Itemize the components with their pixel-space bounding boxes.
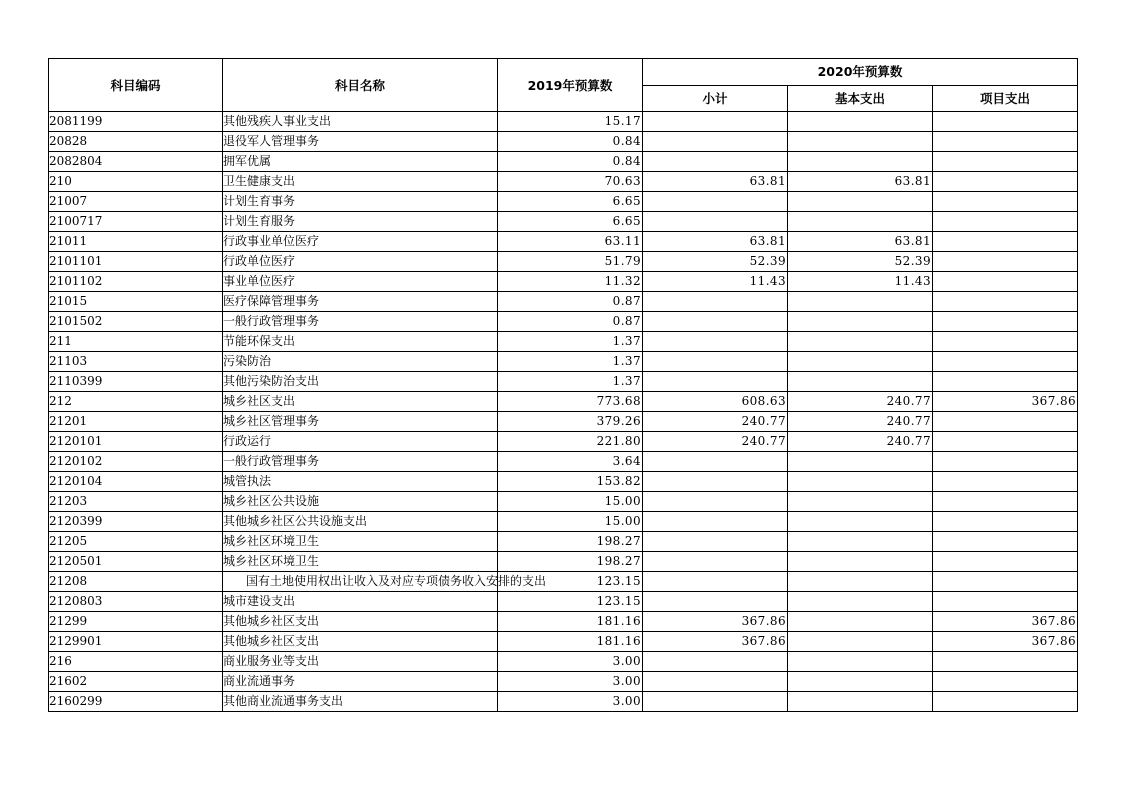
account-code-cell: 216 (49, 652, 223, 672)
subtotal-2020-cell (643, 692, 788, 712)
budget-2019-cell: 3.64 (498, 452, 643, 472)
header-basic-expenditure: 基本支出 (788, 85, 933, 112)
basic-expenditure-cell: 240.77 (788, 392, 933, 412)
project-expenditure-cell (933, 252, 1078, 272)
table-row (49, 572, 1078, 592)
table-row (49, 452, 1078, 472)
account-name-cell: 其他城乡社区公共设施支出 (223, 512, 498, 532)
account-name-cell: 污染防治 (223, 352, 498, 372)
basic-expenditure-cell (788, 132, 933, 152)
table-row (49, 232, 1078, 252)
basic-expenditure-cell: 63.81 (788, 232, 933, 252)
table-row (49, 372, 1078, 392)
header-subtotal: 小计 (643, 85, 788, 112)
account-code-cell: 2129901 (49, 632, 223, 652)
account-code-cell: 21208 (49, 572, 223, 592)
budget-2019-cell: 123.15 (498, 592, 643, 612)
basic-expenditure-cell (788, 312, 933, 332)
basic-expenditure-cell (788, 592, 933, 612)
account-name-cell: 卫生健康支出 (223, 172, 498, 192)
basic-expenditure-cell (788, 292, 933, 312)
subtotal-2020-cell (643, 452, 788, 472)
account-code-cell: 21015 (49, 292, 223, 312)
budget-2019-cell: 198.27 (498, 532, 643, 552)
project-expenditure-cell (933, 292, 1078, 312)
budget-2019-cell: 0.87 (498, 312, 643, 332)
subtotal-2020-cell (643, 352, 788, 372)
subtotal-2020-cell (643, 492, 788, 512)
subtotal-2020-cell (643, 672, 788, 692)
table-row (49, 112, 1078, 132)
basic-expenditure-cell (788, 692, 933, 712)
subtotal-2020-cell: 608.63 (643, 392, 788, 412)
account-code-cell: 2120803 (49, 592, 223, 612)
basic-expenditure-cell (788, 632, 933, 652)
subtotal-2020-cell: 63.81 (643, 172, 788, 192)
table-row (49, 692, 1078, 712)
project-expenditure-cell (933, 452, 1078, 472)
basic-expenditure-cell (788, 572, 933, 592)
subtotal-2020-cell: 240.77 (643, 412, 788, 432)
project-expenditure-cell (933, 232, 1078, 252)
table-row (49, 212, 1078, 232)
budget-2019-cell: 3.00 (498, 692, 643, 712)
table-row (49, 512, 1078, 532)
table-row (49, 652, 1078, 672)
table-row (49, 432, 1078, 452)
account-name-cell: 其他污染防治支出 (223, 372, 498, 392)
account-code-cell: 2120399 (49, 512, 223, 532)
basic-expenditure-cell (788, 652, 933, 672)
account-name-cell: 其他商业流通事务支出 (223, 692, 498, 712)
project-expenditure-cell (933, 412, 1078, 432)
project-expenditure-cell: 367.86 (933, 392, 1078, 412)
table-row (49, 632, 1078, 652)
basic-expenditure-cell (788, 612, 933, 632)
account-code-cell: 211 (49, 332, 223, 352)
account-name-cell: 商业流通事务 (223, 672, 498, 692)
subtotal-2020-cell (643, 212, 788, 232)
table-row (49, 132, 1078, 152)
basic-expenditure-cell (788, 212, 933, 232)
subtotal-2020-cell (643, 572, 788, 592)
account-name-cell: 计划生育事务 (223, 192, 498, 212)
header-name: 科目名称 (223, 59, 498, 112)
header-code: 科目编码 (49, 59, 223, 112)
budget-table (48, 58, 1078, 712)
table-row (49, 272, 1078, 292)
basic-expenditure-cell (788, 112, 933, 132)
account-code-cell: 2120102 (49, 452, 223, 472)
account-name-cell: 城乡社区支出 (223, 392, 498, 412)
account-code-cell: 2120501 (49, 552, 223, 572)
budget-2019-cell: 15.00 (498, 512, 643, 532)
account-code-cell: 2081199 (49, 112, 223, 132)
account-code-cell: 210 (49, 172, 223, 192)
account-code-cell: 21103 (49, 352, 223, 372)
account-code-cell: 2082804 (49, 152, 223, 172)
budget-2019-cell: 0.84 (498, 132, 643, 152)
project-expenditure-cell (933, 352, 1078, 372)
budget-2019-cell: 181.16 (498, 632, 643, 652)
account-code-cell: 21203 (49, 492, 223, 512)
account-name-cell: 其他城乡社区支出 (223, 612, 498, 632)
table-row (49, 412, 1078, 432)
budget-2019-cell: 3.00 (498, 652, 643, 672)
header-project-expenditure: 项目支出 (933, 85, 1078, 112)
subtotal-2020-cell: 240.77 (643, 432, 788, 452)
subtotal-2020-cell: 367.86 (643, 612, 788, 632)
table-row (49, 152, 1078, 172)
budget-2019-cell: 6.65 (498, 192, 643, 212)
subtotal-2020-cell (643, 332, 788, 352)
basic-expenditure-cell (788, 512, 933, 532)
subtotal-2020-cell: 52.39 (643, 252, 788, 272)
project-expenditure-cell (933, 652, 1078, 672)
account-name-cell: 城乡社区公共设施 (223, 492, 498, 512)
basic-expenditure-cell (788, 492, 933, 512)
account-code-cell: 20828 (49, 132, 223, 152)
budget-2019-cell: 1.37 (498, 372, 643, 392)
table-row (49, 352, 1078, 372)
account-name-cell: 其他城乡社区支出 (223, 632, 498, 652)
project-expenditure-cell (933, 552, 1078, 572)
account-name-cell: 医疗保障管理事务 (223, 292, 498, 312)
basic-expenditure-cell (788, 672, 933, 692)
budget-2019-cell: 123.15 (498, 572, 643, 592)
project-expenditure-cell (933, 592, 1078, 612)
account-name-cell: 国有土地使用权出让收入及对应专项债务收入安排的支出 (223, 572, 498, 592)
account-name-cell: 城乡社区管理事务 (223, 412, 498, 432)
subtotal-2020-cell (643, 192, 788, 212)
budget-2019-cell: 0.84 (498, 152, 643, 172)
subtotal-2020-cell: 367.86 (643, 632, 788, 652)
table-row (49, 492, 1078, 512)
account-code-cell: 21299 (49, 612, 223, 632)
account-name-cell: 其他残疾人事业支出 (223, 112, 498, 132)
budget-2019-cell: 15.00 (498, 492, 643, 512)
budget-2019-cell: 3.00 (498, 672, 643, 692)
subtotal-2020-cell (643, 652, 788, 672)
account-code-cell: 21011 (49, 232, 223, 252)
project-expenditure-cell (933, 492, 1078, 512)
budget-2019-cell: 379.26 (498, 412, 643, 432)
budget-2019-cell: 70.63 (498, 172, 643, 192)
project-expenditure-cell: 367.86 (933, 612, 1078, 632)
header-budget-2019: 2019年预算数 (498, 59, 643, 112)
project-expenditure-cell (933, 272, 1078, 292)
account-code-cell: 2160299 (49, 692, 223, 712)
account-code-cell: 2101101 (49, 252, 223, 272)
basic-expenditure-cell (788, 372, 933, 392)
basic-expenditure-cell: 52.39 (788, 252, 933, 272)
table-row (49, 532, 1078, 552)
table-row (49, 592, 1078, 612)
account-name-cell: 城管执法 (223, 472, 498, 492)
subtotal-2020-cell: 11.43 (643, 272, 788, 292)
account-name-cell: 节能环保支出 (223, 332, 498, 352)
subtotal-2020-cell: 63.81 (643, 232, 788, 252)
account-name-cell: 城乡社区环境卫生 (223, 552, 498, 572)
budget-2019-cell: 153.82 (498, 472, 643, 492)
account-name-cell: 行政运行 (223, 432, 498, 452)
basic-expenditure-cell (788, 332, 933, 352)
budget-2019-cell: 51.79 (498, 252, 643, 272)
subtotal-2020-cell (643, 112, 788, 132)
subtotal-2020-cell (643, 292, 788, 312)
subtotal-2020-cell (643, 512, 788, 532)
account-code-cell: 2101102 (49, 272, 223, 292)
table-row (49, 392, 1078, 412)
account-name-cell: 一般行政管理事务 (223, 452, 498, 472)
subtotal-2020-cell (643, 472, 788, 492)
account-code-cell: 21205 (49, 532, 223, 552)
budget-2019-cell: 11.32 (498, 272, 643, 292)
header-budget-2020: 2020年预算数 (643, 59, 1078, 86)
budget-2019-cell: 1.37 (498, 332, 643, 352)
project-expenditure-cell (933, 672, 1078, 692)
account-code-cell: 2100717 (49, 212, 223, 232)
project-expenditure-cell (933, 432, 1078, 452)
table-row (49, 172, 1078, 192)
budget-2019-cell: 63.11 (498, 232, 643, 252)
basic-expenditure-cell: 240.77 (788, 412, 933, 432)
account-name-cell: 城乡社区环境卫生 (223, 532, 498, 552)
account-name-cell: 商业服务业等支出 (223, 652, 498, 672)
project-expenditure-cell (933, 692, 1078, 712)
project-expenditure-cell (933, 212, 1078, 232)
budget-2019-cell: 15.17 (498, 112, 643, 132)
account-code-cell: 2110399 (49, 372, 223, 392)
project-expenditure-cell (933, 472, 1078, 492)
basic-expenditure-cell: 11.43 (788, 272, 933, 292)
account-name-cell: 事业单位医疗 (223, 272, 498, 292)
table-row (49, 252, 1078, 272)
budget-2019-cell: 0.87 (498, 292, 643, 312)
project-expenditure-cell (933, 572, 1078, 592)
project-expenditure-cell (933, 172, 1078, 192)
project-expenditure-cell (933, 112, 1078, 132)
table-row (49, 192, 1078, 212)
project-expenditure-cell (933, 372, 1078, 392)
account-name-cell: 退役军人管理事务 (223, 132, 498, 152)
account-name-cell: 行政事业单位医疗 (223, 232, 498, 252)
account-code-cell: 2120104 (49, 472, 223, 492)
basic-expenditure-cell (788, 552, 933, 572)
project-expenditure-cell (933, 192, 1078, 212)
subtotal-2020-cell (643, 312, 788, 332)
account-code-cell: 2120101 (49, 432, 223, 452)
project-expenditure-cell (933, 312, 1078, 332)
basic-expenditure-cell (788, 152, 933, 172)
account-name-cell: 行政单位医疗 (223, 252, 498, 272)
table-row (49, 612, 1078, 632)
project-expenditure-cell (933, 512, 1078, 532)
table-row (49, 672, 1078, 692)
budget-2019-cell: 181.16 (498, 612, 643, 632)
subtotal-2020-cell (643, 372, 788, 392)
subtotal-2020-cell (643, 592, 788, 612)
table-row (49, 332, 1078, 352)
budget-2019-cell: 198.27 (498, 552, 643, 572)
table-row (49, 552, 1078, 572)
subtotal-2020-cell (643, 552, 788, 572)
project-expenditure-cell (933, 532, 1078, 552)
project-expenditure-cell (933, 152, 1078, 172)
table-body (49, 112, 1078, 712)
basic-expenditure-cell (788, 452, 933, 472)
account-name-cell: 城市建设支出 (223, 592, 498, 612)
table-row (49, 292, 1078, 312)
budget-2019-cell: 1.37 (498, 352, 643, 372)
project-expenditure-cell (933, 132, 1078, 152)
account-code-cell: 2101502 (49, 312, 223, 332)
subtotal-2020-cell (643, 132, 788, 152)
basic-expenditure-cell (788, 352, 933, 372)
basic-expenditure-cell: 240.77 (788, 432, 933, 452)
budget-2019-cell: 773.68 (498, 392, 643, 412)
table-header (49, 59, 1078, 112)
table-row (49, 312, 1078, 332)
basic-expenditure-cell (788, 532, 933, 552)
account-code-cell: 21007 (49, 192, 223, 212)
budget-2019-cell: 6.65 (498, 212, 643, 232)
account-code-cell: 21201 (49, 412, 223, 432)
subtotal-2020-cell (643, 152, 788, 172)
basic-expenditure-cell (788, 192, 933, 212)
table-row (49, 472, 1078, 492)
account-code-cell: 21602 (49, 672, 223, 692)
account-name-cell: 拥军优属 (223, 152, 498, 172)
account-name-cell: 一般行政管理事务 (223, 312, 498, 332)
basic-expenditure-cell (788, 472, 933, 492)
basic-expenditure-cell: 63.81 (788, 172, 933, 192)
budget-2019-cell: 221.80 (498, 432, 643, 452)
project-expenditure-cell (933, 332, 1078, 352)
account-name-cell: 计划生育服务 (223, 212, 498, 232)
account-code-cell: 212 (49, 392, 223, 412)
subtotal-2020-cell (643, 532, 788, 552)
project-expenditure-cell: 367.86 (933, 632, 1078, 652)
